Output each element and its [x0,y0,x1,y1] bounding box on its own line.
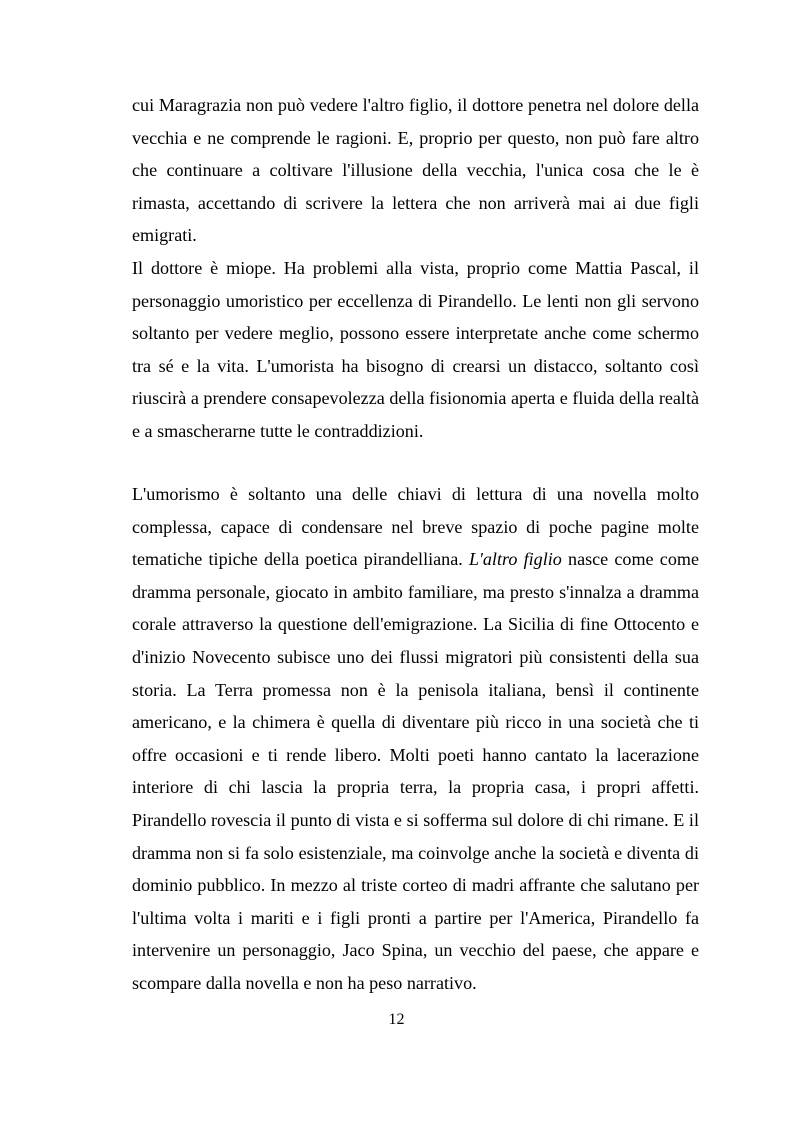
page-number: 12 [388,1011,405,1028]
novella-title: L'altro figlio [468,549,562,570]
body-text-top [132,89,699,448]
paragraph-3-intro: L'umorismo è soltanto una delle chiavi di lettura di una novella molto complessa, capace di condensare nel breve spazio di poche pagine molte tematiche tipiche della poetica pirandelliana. [132,484,699,570]
paragraph-3-body: nasce come come dramma personale, giocato in ambito familiare, ma presto s'innalza a dramma corale attraverso la questione dell'emigrazione. La Sicilia di fine Ottocento e d'inizio Novecento subisce uno dei flussi migratori più consistenti della sua storia. La Terra promessa non è la penisola italiana, bensì il continente americano, e la chimera è quella di diventare più ricco in una società che ti offre occasioni e ti rende libero. Molti poeti hanno cantato la lacerazione interiore di chi lascia la propria terra, la propria casa, i propri affetti. Pirandello rovescia il punto di vista e si sofferma sul dolore di chi rimane. E il dramma non si fa solo esistenziale, ma coinvolge anche la società e diventa di dominio pubblico. In mezzo al triste corteo di madri affrante che salutano per l'ultima volta i mariti e i figli pronti a partire per l'America, Pirandello fa intervenire un personaggio, Jaco Spina, un vecchio del paese, che appare e scompare dalla novella e non ha peso narrativo. [132,549,699,993]
paragraph-3 [132,478,699,1000]
body-text-bottom [132,478,699,1000]
paragraph-1: cui Maragrazia non può vedere l'altro figlio, il dottore penetra nel dolore della vecchia e ne comprende le ragioni. E, proprio per questo, non può fare altro che continuare a coltivare l'illusione della vecchia, l'unica cosa che le è rimasta, accettando di scrivere la lettera che non arriverà mai ai due figli emigrati. [132,95,699,246]
paragraph-2: Il dottore è miope. Ha problemi alla vista, proprio come Mattia Pascal, il personaggio umoristico per eccellenza di Pirandello. Le lenti non gli servono soltanto per vedere meglio, possono essere interpretate anche come schermo tra sé e la vita. L'umorista ha bisogno di crearsi un distacco, soltanto così riuscirà a prendere consapevolezza della fisionomia aperta e fluida della realtà e a smascherarne tutte le contraddizioni. [132,257,699,441]
